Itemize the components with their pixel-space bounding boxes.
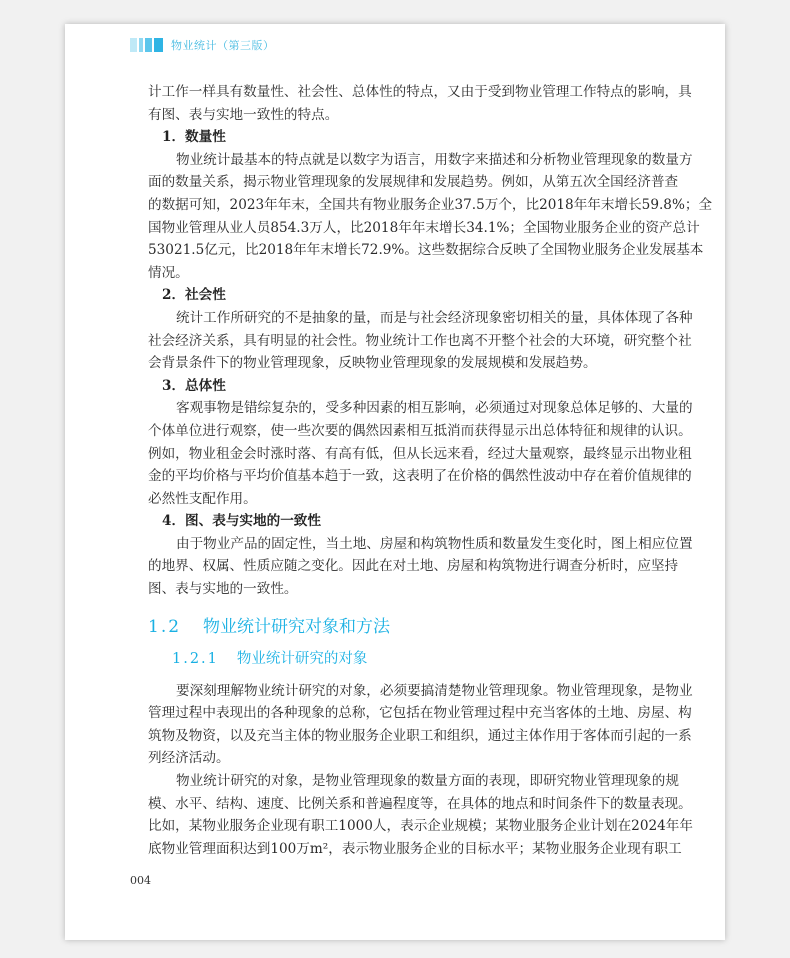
text-line: 个体单位进行观察，使一些次要的偶然因素相互抵消而获得显示出总体特征和规律的认识。	[148, 422, 692, 439]
heading-title: 物业统计研究对象和方法	[203, 616, 391, 637]
text-line: 情况。	[148, 264, 189, 281]
text-line: 管理过程中表现出的各种现象的总称，它包括在物业管理过程中充当客体的土地、房屋、构	[148, 705, 692, 722]
text-line: 统计工作所研究的不是抽象的量，而是与社会经济现象密切相关的量，具体体现了各种	[176, 309, 693, 326]
heading-number: 1.2	[148, 616, 182, 637]
text-line: 面的数量关系，揭示物业管理现象的发展规律和发展趋势。例如，从第五次全国经济普查	[148, 174, 679, 191]
item-heading: 4．图、表与实地的一致性	[162, 513, 321, 530]
accent-bar	[130, 38, 137, 52]
text-line: 的地界、权属、性质应随之变化。因此在对土地、房屋和构筑物进行调查分析时，应坚持	[148, 558, 679, 575]
text-line: 会背景条件下的物业管理现象，反映物业管理现象的发展规模和发展趋势。	[148, 355, 597, 372]
text-line: 国物业管理从业人员854.3万人，比2018年年末增长34.1%；全国物业服务企业的资产总计	[148, 219, 700, 236]
page-body	[148, 81, 713, 860]
paragraph	[148, 149, 713, 285]
text-line: 计工作一样具有数量性、社会性、总体性的特点，又由于受到物业管理工作特点的影响，具	[148, 84, 692, 100]
paragraph	[148, 81, 692, 126]
running-header	[130, 37, 275, 53]
item-heading: 2．社会性	[162, 287, 226, 304]
text-line: 53021.5亿元，比2018年年末增长72.9%。这些数据综合反映了全国物业服务企业发展基本	[148, 242, 704, 259]
item-heading: 1．数量性	[162, 129, 226, 146]
subsection-heading	[148, 646, 642, 672]
accent-bar	[145, 38, 152, 52]
text-line: 图、表与实地的一致性。	[148, 581, 298, 598]
paragraph	[148, 770, 693, 860]
page-number: 004	[130, 874, 151, 887]
text-line: 例如，物业租金会时涨时落、有高有低，但从长远来看，经过大量观察，最终显示出物业租	[148, 445, 692, 462]
section-heading	[148, 612, 642, 642]
accent-bar	[154, 38, 163, 52]
paragraph	[148, 680, 693, 770]
paragraph	[148, 533, 693, 601]
book-page	[65, 24, 725, 940]
text-line: 的数据可知，2023年年末，全国共有物业服务企业37.5万个，比2018年年末增长59.8%；全	[148, 196, 713, 213]
text-line: 底物业管理面积达到100万m²，表示物业服务企业的目标水平；某物业服务企业现有职工	[148, 840, 682, 857]
text-line: 客观事物是错综复杂的，受多种因素的相互影响，必须通过对现象总体足够的、大量的	[176, 400, 693, 417]
heading-number: 1.2.1	[172, 650, 219, 667]
text-line: 列经济活动。	[148, 750, 230, 767]
paragraph	[148, 397, 693, 510]
accent-bar	[139, 38, 143, 52]
text-line: 模、水平、结构、速度、比例关系和普遍程度等，在具体的地点和时间条件下的数量表现。	[148, 795, 692, 812]
heading-title: 物业统计研究的对象	[236, 650, 368, 667]
text-line: 金的平均价格与平均价值基本趋于一致，这表明了在价格的偶然性波动中存在着价值规律的	[148, 468, 692, 485]
running-header-title: 物业统计（第三版）	[171, 39, 275, 52]
text-line: 必然性支配作用。	[148, 490, 257, 507]
text-line: 由于物业产品的固定性，当土地、房屋和构筑物性质和数量发生变化时，图上相应位置	[176, 535, 693, 552]
text-line: 比如，某物业服务企业现有职工1000人，表示企业规模；某物业服务企业计划在2024年年	[148, 818, 693, 835]
header-accent-bars-icon	[130, 38, 165, 52]
text-line: 有图、表与实地一致性的特点。	[148, 106, 339, 123]
text-line: 筑物及物资，以及充当主体的物业服务企业职工和组织，通过主体作用于客体而引起的一系	[148, 727, 692, 744]
item-heading: 3．总体性	[162, 377, 226, 394]
text-line: 社会经济关系，具有明显的社会性。物业统计工作也离不开整个社会的大环境，研究整个社	[148, 332, 692, 349]
paragraph	[148, 307, 693, 375]
text-line: 物业统计最基本的特点就是以数字为语言，用数字来描述和分析物业管理现象的数量方	[176, 151, 693, 168]
text-line: 要深刻理解物业统计研究的对象，必须要搞清楚物业管理现象。物业管理现象，是物业	[176, 682, 693, 699]
text-line: 物业统计研究的对象，是物业管理现象的数量方面的表现，即研究物业管理现象的规	[176, 773, 679, 790]
